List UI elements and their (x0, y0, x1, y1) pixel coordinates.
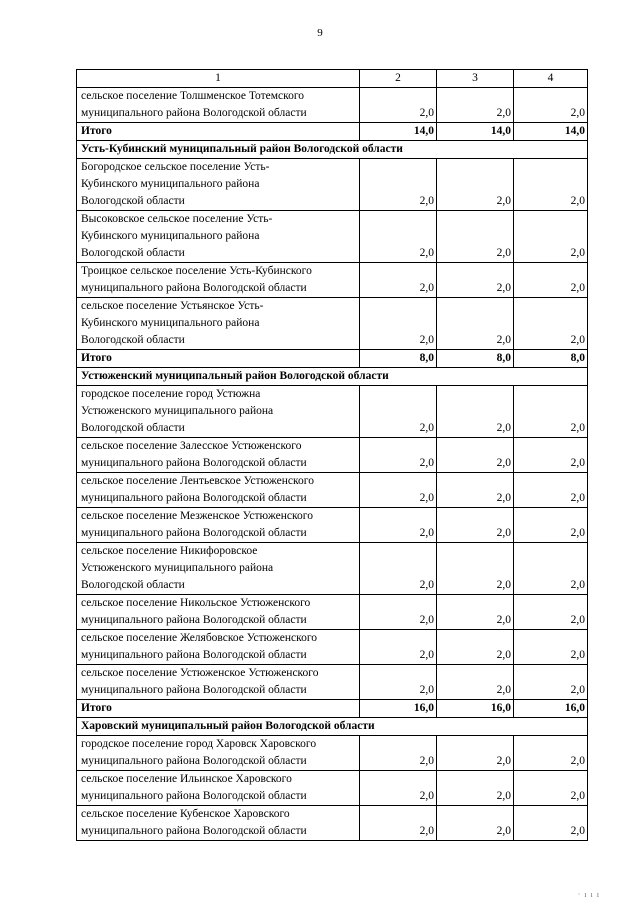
value-cell: 14,0 (437, 123, 514, 141)
label-line: Итого (81, 702, 112, 714)
allocation-table (76, 69, 588, 841)
label-line: Кубинского муниципального района (81, 178, 260, 190)
value-cell: 2,0 (514, 438, 588, 473)
label-line: Итого (81, 352, 112, 364)
total-label (77, 350, 360, 368)
table-row (77, 298, 588, 350)
total-row (77, 350, 588, 368)
label-line: муниципального района Вологодской области (81, 282, 307, 294)
table-row (77, 159, 588, 211)
settlement-name (77, 159, 360, 211)
label-line: сельское поселение Толшменское Тотемского (81, 90, 305, 102)
value-cell: 2,0 (360, 263, 437, 298)
value-cell: 8,0 (514, 350, 588, 368)
value-cell: 2,0 (360, 473, 437, 508)
value-cell: 2,0 (437, 508, 514, 543)
value-cell: 2,0 (360, 630, 437, 665)
value-cell: 2,0 (514, 298, 588, 350)
table-row (77, 263, 588, 298)
settlement-name (77, 630, 360, 665)
value-cell: 2,0 (360, 438, 437, 473)
settlement-name (77, 543, 360, 595)
value-cell: 2,0 (437, 543, 514, 595)
settlement-name (77, 386, 360, 438)
value-cell: 2,0 (360, 298, 437, 350)
label-line: муниципального района Вологодской области (81, 107, 307, 119)
label-line: Кубинского муниципального района (81, 317, 260, 329)
value-cell: 2,0 (360, 595, 437, 630)
value-cell: 2,0 (437, 386, 514, 438)
table-row (77, 473, 588, 508)
region-name: Устюженский муниципальный район Вологодской области (77, 368, 588, 386)
table-header-row (77, 70, 588, 88)
label-line: сельское поселение Желябовское Устюженского (81, 632, 318, 644)
value-cell: 2,0 (514, 665, 588, 700)
value-cell: 2,0 (437, 88, 514, 123)
label-line: сельское поселение Устьянское Усть- (81, 300, 264, 312)
settlement-name (77, 473, 360, 508)
label-line: сельское поселение Никольское Устюженского (81, 597, 311, 609)
label-line: сельское поселение Мезженское Устюженского (81, 510, 313, 522)
table-row (77, 543, 588, 595)
value-cell: 2,0 (437, 211, 514, 263)
value-cell: 2,0 (514, 473, 588, 508)
table-row (77, 386, 588, 438)
label-line: муниципального района Вологодской области (81, 684, 307, 696)
value-cell: 2,0 (360, 736, 437, 771)
label-line: Вологодской области (81, 195, 185, 207)
region-header-row (77, 368, 588, 386)
label-line: Вологодской области (81, 334, 185, 346)
region-name: Усть-Кубинский муниципальный район Вологодской области (77, 141, 588, 159)
value-cell: 2,0 (514, 595, 588, 630)
value-cell: 2,0 (514, 88, 588, 123)
column-header: 2 (360, 70, 437, 88)
value-cell: 2,0 (437, 806, 514, 841)
settlement-name (77, 211, 360, 263)
value-cell: 2,0 (437, 298, 514, 350)
settlement-name (77, 508, 360, 543)
value-cell: 2,0 (360, 806, 437, 841)
value-cell: 2,0 (360, 771, 437, 806)
value-cell: 16,0 (514, 700, 588, 718)
region-header-row (77, 141, 588, 159)
label-line: сельское поселение Ильинское Харовского (81, 773, 292, 785)
label-line: муниципального района Вологодской области (81, 492, 307, 504)
settlement-name (77, 438, 360, 473)
table-row (77, 211, 588, 263)
value-cell: 2,0 (437, 473, 514, 508)
value-cell: 2,0 (514, 630, 588, 665)
label-line: муниципального района Вологодской области (81, 755, 307, 767)
value-cell: 2,0 (360, 88, 437, 123)
table-row (77, 665, 588, 700)
value-cell: 2,0 (360, 665, 437, 700)
value-cell: 2,0 (514, 771, 588, 806)
column-header: 1 (77, 70, 360, 88)
value-cell: 2,0 (437, 595, 514, 630)
table-row (77, 736, 588, 771)
value-cell: 2,0 (360, 211, 437, 263)
value-cell: 2,0 (437, 438, 514, 473)
label-line: Вологодской области (81, 422, 185, 434)
table-row (77, 806, 588, 841)
settlement-name (77, 298, 360, 350)
total-label (77, 700, 360, 718)
value-cell: 2,0 (360, 386, 437, 438)
value-cell: 8,0 (437, 350, 514, 368)
table-row (77, 630, 588, 665)
value-cell: 2,0 (514, 806, 588, 841)
value-cell: 16,0 (437, 700, 514, 718)
value-cell: 2,0 (514, 159, 588, 211)
value-cell: 8,0 (360, 350, 437, 368)
label-line: городское поселение город Устюжна (81, 388, 261, 400)
label-line: муниципального района Вологодской области (81, 527, 307, 539)
region-name: Харовский муниципальный район Вологодской области (77, 718, 588, 736)
value-cell: 2,0 (514, 211, 588, 263)
settlement-name (77, 665, 360, 700)
column-header: 3 (437, 70, 514, 88)
label-line: Вологодской области (81, 247, 185, 259)
value-cell: 14,0 (514, 123, 588, 141)
label-line: сельское поселение Никифоровское (81, 545, 258, 557)
value-cell: 2,0 (514, 508, 588, 543)
value-cell: 2,0 (437, 665, 514, 700)
table-row (77, 508, 588, 543)
total-row (77, 123, 588, 141)
value-cell: 2,0 (514, 543, 588, 595)
label-line: сельское поселение Кубенское Харовского (81, 808, 290, 820)
value-cell: 2,0 (514, 386, 588, 438)
label-line: муниципального района Вологодской области (81, 825, 307, 837)
label-line: Богородское сельское поселение Усть- (81, 161, 270, 173)
value-cell: 16,0 (360, 700, 437, 718)
settlement-name (77, 771, 360, 806)
value-cell: 2,0 (514, 263, 588, 298)
value-cell: 2,0 (437, 771, 514, 806)
label-line: Троицкое сельское поселение Усть-Кубинского (81, 265, 312, 277)
label-line: Устюженского муниципального района (81, 562, 274, 574)
settlement-name (77, 806, 360, 841)
total-label (77, 123, 360, 141)
value-cell: 2,0 (437, 630, 514, 665)
value-cell: 2,0 (360, 159, 437, 211)
settlement-name (77, 736, 360, 771)
settlement-name (77, 595, 360, 630)
table-body (77, 88, 588, 841)
label-line: муниципального района Вологодской области (81, 649, 307, 661)
label-line: сельское поселение Лентьевское Устюженского (81, 475, 314, 487)
table-row (77, 595, 588, 630)
page-number: 9 (317, 27, 323, 39)
total-row (77, 700, 588, 718)
value-cell: 2,0 (437, 736, 514, 771)
label-line: Вологодской области (81, 579, 185, 591)
table-row (77, 438, 588, 473)
label-line: муниципального района Вологодской области (81, 457, 307, 469)
value-cell: 2,0 (360, 543, 437, 595)
label-line: муниципального района Вологодской области (81, 614, 307, 626)
region-header-row (77, 718, 588, 736)
value-cell: 2,0 (360, 508, 437, 543)
label-line: муниципального района Вологодской области (81, 790, 307, 802)
label-line: сельское поселение Устюженское Устюженского (81, 667, 319, 679)
settlement-name (77, 88, 360, 123)
value-cell: 2,0 (437, 159, 514, 211)
table-row (77, 771, 588, 806)
column-header: 4 (514, 70, 588, 88)
label-line: Устюженского муниципального района (81, 405, 274, 417)
table-row (77, 88, 588, 123)
footer-mark: · ı ı ı (577, 890, 600, 899)
settlement-name (77, 263, 360, 298)
label-line: сельское поселение Залесское Устюженского (81, 440, 302, 452)
label-line: Кубинского муниципального района (81, 230, 260, 242)
value-cell: 2,0 (514, 736, 588, 771)
value-cell: 14,0 (360, 123, 437, 141)
value-cell: 2,0 (437, 263, 514, 298)
label-line: городское поселение город Харовск Харовского (81, 738, 317, 750)
label-line: Итого (81, 125, 112, 137)
label-line: Высоковское сельское поселение Усть- (81, 213, 273, 225)
